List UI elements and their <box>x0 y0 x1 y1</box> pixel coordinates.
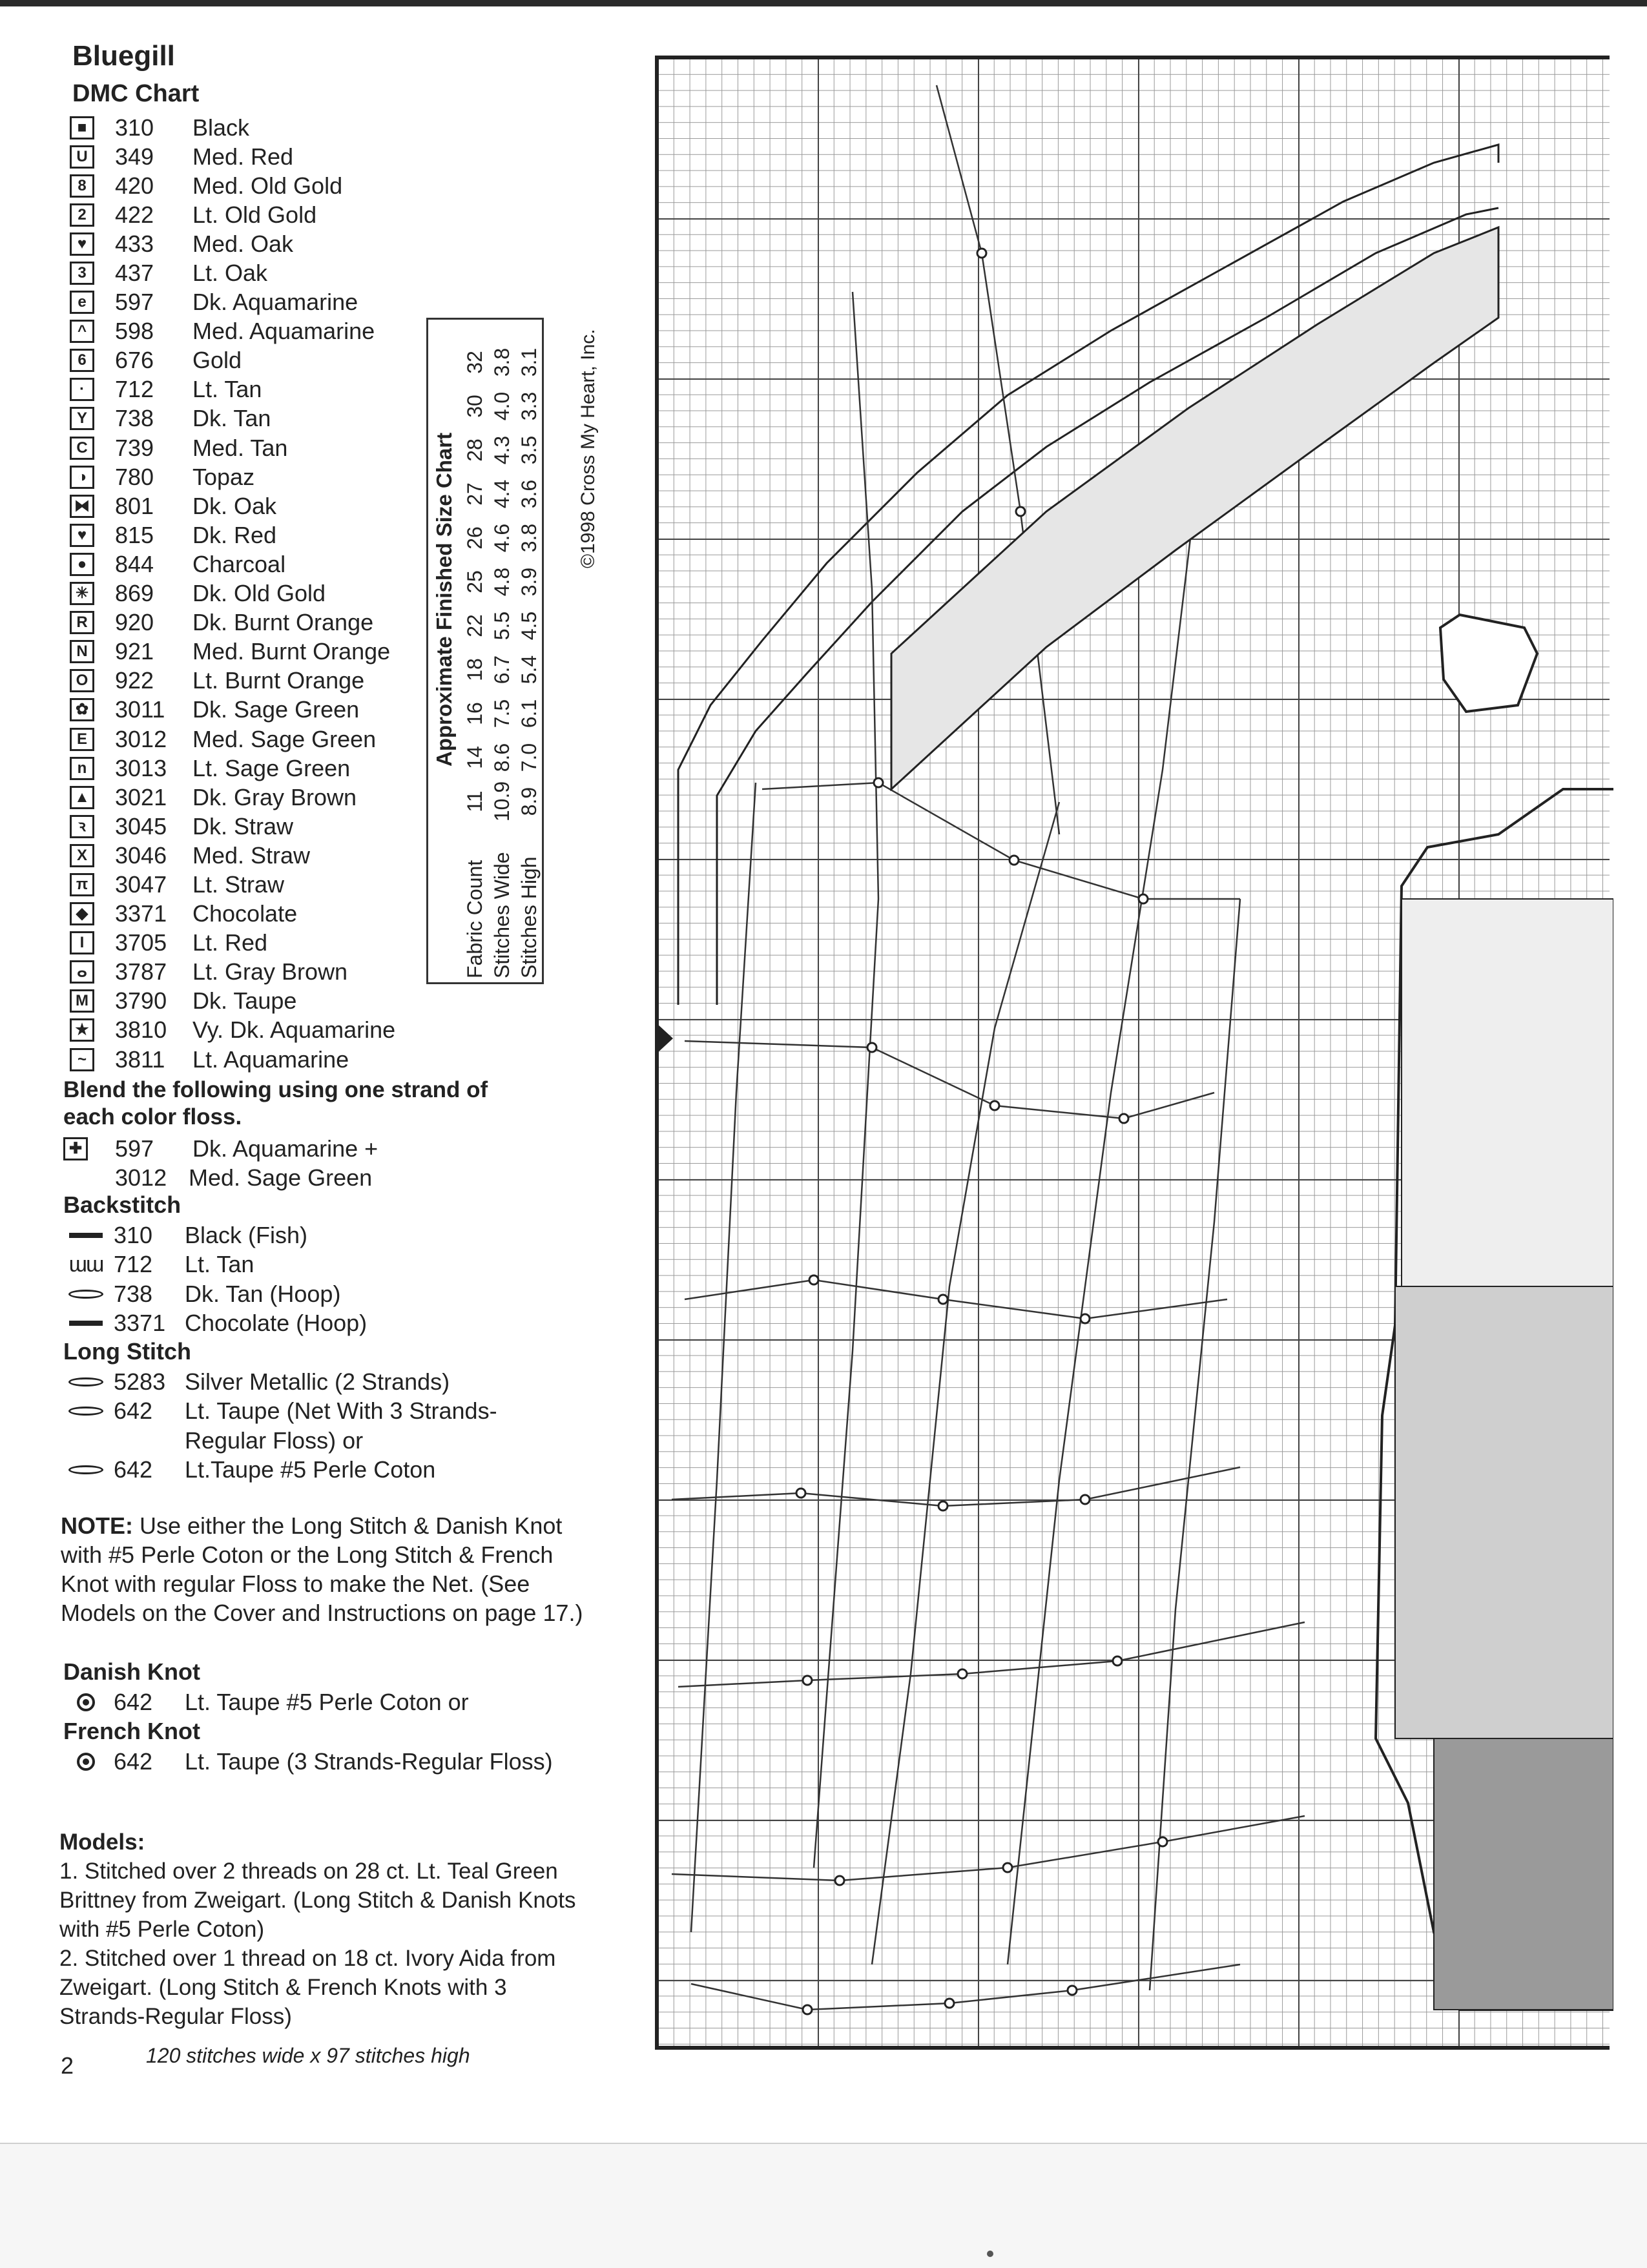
legend-row <box>70 433 431 462</box>
floss-number: 433 <box>115 230 154 257</box>
legend-row <box>70 696 431 725</box>
floss-number: 676 <box>115 347 154 374</box>
floss-color-name: Dk. Oak <box>192 492 277 519</box>
legend-symbol-icon: ^ <box>70 320 94 343</box>
blend-name: Med. Sage Green <box>189 1164 373 1191</box>
french-knot-row <box>63 1747 553 1777</box>
note-block <box>61 1511 584 1627</box>
size-chart-cell: 4.3 <box>490 435 513 465</box>
legend-row <box>70 142 431 171</box>
legend-symbol-icon: N <box>70 640 94 663</box>
size-chart-cell: 4.0 <box>490 391 513 421</box>
legend-symbol-icon: 8 <box>70 174 94 198</box>
blend-row <box>63 1163 378 1192</box>
size-chart-row <box>489 340 515 986</box>
floss-number: 869 <box>115 580 154 607</box>
floss-color-name: Black <box>192 114 250 141</box>
danish-knot-row <box>63 1687 469 1717</box>
legend-symbol-icon: ⧓ <box>70 495 94 518</box>
long-stitch-list <box>63 1367 497 1485</box>
oval-stitch-icon <box>63 1407 109 1416</box>
floss-color-name: Lt. Aquamarine <box>192 1046 349 1073</box>
size-chart-cell: 26 <box>462 526 486 550</box>
legend-row <box>70 229 431 258</box>
size-chart-cell: 22 <box>462 614 486 637</box>
size-chart-cell: 18 <box>462 658 486 681</box>
backstitch-row <box>63 1309 367 1339</box>
legend-row <box>70 317 431 346</box>
legend-row <box>70 870 431 899</box>
page-title: Bluegill <box>72 40 175 72</box>
floss-number: 3811 <box>115 1046 165 1073</box>
legend-symbol-icon: ◑ <box>70 466 94 489</box>
fish-belly-symbols <box>1395 1286 1613 1738</box>
floss-color-name: Lt. Burnt Orange <box>192 667 365 694</box>
floss-color-name: Dk. Taupe <box>192 987 297 1015</box>
floss-number: 738 <box>114 1280 153 1307</box>
floss-color-name: Lt. Red <box>192 929 268 956</box>
floss-number: 437 <box>115 260 154 287</box>
legend-row <box>70 1016 431 1045</box>
legend-symbol-icon: ✿ <box>70 698 94 721</box>
backstitch-row <box>63 1279 367 1309</box>
floss-number: 920 <box>115 609 154 636</box>
floss-number: 3012 <box>115 725 167 752</box>
blend-list <box>63 1134 378 1192</box>
floss-color-name: Dk. Straw <box>192 812 294 840</box>
page-top-edge <box>0 0 1647 6</box>
oval-stitch-icon <box>63 1290 109 1299</box>
legend-symbol-icon: X <box>70 844 94 867</box>
oval-stitch-icon <box>63 1465 109 1474</box>
floss-number: 3790 <box>115 987 167 1015</box>
size-chart-cell: 4.8 <box>490 567 513 597</box>
floss-description: Silver Metallic (2 Strands) <box>185 1368 450 1395</box>
floss-color-name: Dk. Old Gold <box>192 580 326 607</box>
long-stitch-row <box>63 1367 497 1397</box>
floss-number: 3810 <box>115 1016 167 1044</box>
floss-number: 3045 <box>115 812 167 840</box>
legend-symbol-icon: ★ <box>70 1018 94 1042</box>
floss-color-name: Med. Sage Green <box>192 725 377 752</box>
long-stitch-row <box>63 1397 497 1427</box>
french-knot-number: 642 <box>114 1747 153 1775</box>
floss-color-name: Med. Straw <box>192 841 311 869</box>
legend-symbol-icon: ~ <box>70 1048 94 1071</box>
legend-row <box>70 550 431 579</box>
legend-row <box>70 812 431 841</box>
size-chart-cell: 7.0 <box>517 743 541 772</box>
long-stitch-row <box>63 1456 497 1485</box>
legend-row <box>70 725 431 754</box>
model-item: 1. Stitched over 2 threads on 28 ct. Lt. Teal Green Brittney from Zweigart. (Long Stitch & Danish Knots with #5 Perle Coton) <box>59 1859 576 1942</box>
floss-description: Black (Fish) <box>185 1221 308 1248</box>
floss-number: 3011 <box>115 696 165 723</box>
floss-number: 642 <box>114 1456 153 1483</box>
size-chart-cell: 3.8 <box>517 523 541 553</box>
legend-symbol-icon: ✳ <box>70 582 94 605</box>
legend-row <box>70 258 431 287</box>
long-stitch-heading: Long Stitch <box>63 1338 191 1365</box>
legend-symbol-icon: ● <box>70 553 94 576</box>
legend-symbol-icon: 3 <box>70 262 94 285</box>
floss-number: 780 <box>115 463 154 490</box>
size-chart-cell: 3.5 <box>517 435 541 465</box>
legend-symbol-icon: M <box>70 989 94 1013</box>
legend-row <box>70 171 431 200</box>
floss-number: 712 <box>114 1251 153 1278</box>
floss-color-name: Med. Tan <box>192 434 288 461</box>
size-chart-rotated <box>428 320 546 986</box>
dash-stitch-icon <box>63 1233 109 1238</box>
legend-row <box>70 987 431 1016</box>
floss-color-name: Lt. Old Gold <box>192 201 317 228</box>
size-chart-row <box>462 340 488 986</box>
size-chart-cell: 8.9 <box>517 787 541 816</box>
dimensions-caption: 120 stitches wide x 97 stitches high <box>146 2044 470 2067</box>
size-chart-cell: 10.9 <box>490 781 513 822</box>
floss-color-name: Dk. Gray Brown <box>192 783 357 810</box>
legend-row <box>70 375 431 404</box>
floss-description: Lt. Tan <box>185 1251 254 1278</box>
floss-color-name: Dk. Tan <box>192 405 271 432</box>
size-chart-cell: 11 <box>462 790 486 812</box>
fish-dark-symbols <box>1434 1738 1613 2010</box>
floss-color-name: Chocolate <box>192 900 298 927</box>
floss-number: 3047 <box>115 871 167 898</box>
blend-symbol-icon: ✚ <box>63 1137 88 1160</box>
note-text: Use either the Long Stitch & Danish Knot with #5 Perle Coton or the Long Stitch & French Knot with regular Floss to make the Net. (See Models on the Cover and Instructions on page 17.) <box>61 1512 583 1626</box>
legend-symbol-icon: ♥ <box>70 232 94 256</box>
floss-number: 642 <box>114 1397 153 1425</box>
models-block <box>59 1828 589 2031</box>
floss-description: Chocolate (Hoop) <box>185 1310 368 1337</box>
floss-number: 3705 <box>115 929 167 956</box>
floss-color-name: Topaz <box>192 463 255 490</box>
size-chart-cell: 3.9 <box>517 567 541 597</box>
legend-symbol-icon: · <box>70 378 94 401</box>
legend-symbol-icon: ■ <box>70 116 94 139</box>
legend-row <box>70 900 431 929</box>
floss-number: 420 <box>115 172 154 199</box>
legend-row <box>70 1045 431 1074</box>
oval-stitch-icon <box>63 1377 109 1387</box>
floss-color-name: Med. Oak <box>192 230 294 257</box>
size-chart-cell: 3.1 <box>517 347 541 377</box>
floss-number: 815 <box>115 521 154 548</box>
note-label: NOTE: <box>61 1512 133 1539</box>
size-chart-cell: 14 <box>462 746 486 769</box>
floss-number: 597 <box>115 289 154 316</box>
size-chart-cell: 6.1 <box>517 699 541 728</box>
floss-color-name: Dk. Red <box>192 521 277 548</box>
page-number: 2 <box>61 2052 74 2079</box>
legend-row <box>70 288 431 317</box>
legend-symbol-icon: e <box>70 291 94 314</box>
net-lines <box>672 85 1305 2010</box>
size-chart-cell: 4.6 <box>490 523 513 553</box>
backstitch-row <box>63 1221 367 1250</box>
center-arrow-icon <box>656 1023 673 1054</box>
floss-description: Lt.Taupe #5 Perle Coton <box>185 1456 436 1483</box>
color-legend <box>70 113 431 1074</box>
size-chart-cell: 16 <box>462 702 486 725</box>
legend-row <box>70 491 431 521</box>
backstitch-list <box>63 1221 367 1338</box>
floss-number: 921 <box>115 638 154 665</box>
floss-number: 922 <box>115 667 154 694</box>
wave-stitch-icon: ɯɯ <box>68 1252 103 1277</box>
size-chart-cell: 4.4 <box>490 479 513 509</box>
scan-speck <box>987 2251 993 2257</box>
floss-color-name: Dk. Sage Green <box>192 696 360 723</box>
floss-description: Regular Floss) or <box>185 1427 364 1454</box>
floss-color-name: Vy. Dk. Aquamarine <box>192 1016 396 1044</box>
legend-symbol-icon: ◆ <box>70 902 94 925</box>
size-chart-cell: 3.8 <box>490 347 513 377</box>
floss-color-name: Med. Aquamarine <box>192 318 375 345</box>
long-stitch-row <box>63 1426 497 1456</box>
floss-number: 3787 <box>115 958 167 985</box>
size-chart-row-label: Fabric Count <box>462 860 486 978</box>
knot-row <box>63 1747 553 1777</box>
floss-number: 310 <box>114 1221 153 1248</box>
blend-number: 597 <box>115 1135 154 1162</box>
legend-symbol-icon: ⴰ <box>70 960 94 984</box>
model-item: 2. Stitched over 1 thread on 18 ct. Ivory Aida from Zweigart. (Long Stitch & French Knots with 3 Strands-Regular Floss) <box>59 1946 556 2029</box>
legend-row <box>70 521 431 550</box>
floss-description: Dk. Tan (Hoop) <box>185 1280 341 1307</box>
floss-color-name: Lt. Straw <box>192 871 285 898</box>
legend-row <box>70 841 431 870</box>
dash-stitch-icon <box>63 1321 109 1326</box>
legend-symbol-icon: ▲ <box>70 786 94 809</box>
size-chart-cell: 6.7 <box>490 655 513 685</box>
legend-row <box>70 666 431 696</box>
legend-symbol-icon: n <box>70 757 94 780</box>
danish-knot-number: 642 <box>114 1688 153 1715</box>
floss-color-name: Dk. Burnt Orange <box>192 609 374 636</box>
legend-symbol-icon: R <box>70 611 94 634</box>
legend-symbol-icon: ꝛ <box>70 815 94 838</box>
size-chart-cell: 4.5 <box>517 611 541 641</box>
legend-row <box>70 608 431 637</box>
floss-description: Lt. Taupe (Net With 3 Strands- <box>185 1397 497 1425</box>
floss-color-name: Med. Burnt Orange <box>192 638 391 665</box>
backstitch-heading: Backstitch <box>63 1191 181 1218</box>
size-chart-cell: 25 <box>462 570 486 593</box>
floss-color-name: Med. Old Gold <box>192 172 343 199</box>
fish-body-symbols <box>1402 899 1613 1286</box>
legend-row <box>70 579 431 608</box>
floss-number: 3371 <box>115 900 167 927</box>
copyright: ©1998 Cross My Heart, Inc. <box>577 329 599 568</box>
legend-row <box>70 637 431 666</box>
legend-symbol-icon: O <box>70 669 94 692</box>
floss-number: 801 <box>115 492 154 519</box>
legend-symbol-icon: E <box>70 728 94 751</box>
legend-row <box>70 200 431 229</box>
floss-number: 712 <box>115 376 154 403</box>
legend-symbol-icon: I <box>70 931 94 954</box>
floss-color-name: Med. Red <box>192 143 294 170</box>
legend-row <box>70 404 431 433</box>
floss-number: 739 <box>115 434 154 461</box>
size-chart-row <box>516 340 542 986</box>
legend-symbol-icon: C <box>70 437 94 460</box>
size-chart-cell: 27 <box>462 482 486 506</box>
legend-row <box>70 113 431 142</box>
blend-name: Dk. Aquamarine + <box>192 1135 378 1162</box>
floss-number: 3013 <box>115 754 167 781</box>
floss-number: 5283 <box>114 1368 166 1395</box>
french-knot-icon <box>63 1753 109 1771</box>
danish-knot-heading: Danish Knot <box>63 1658 200 1685</box>
knot-row <box>63 1687 469 1717</box>
floss-number: 3021 <box>115 783 167 810</box>
size-chart-row-label: Stitches High <box>517 856 541 978</box>
legend-row <box>70 929 431 958</box>
backstitch-row <box>63 1250 367 1280</box>
legend-row <box>70 783 431 812</box>
floss-number: 598 <box>115 318 154 345</box>
blend-row <box>63 1134 378 1163</box>
pattern-chart <box>655 56 1610 2050</box>
legend-row <box>70 346 431 375</box>
chart-subtitle: DMC Chart <box>72 80 200 107</box>
floss-color-name: Lt. Sage Green <box>192 754 351 781</box>
legend-row <box>70 462 431 491</box>
legend-symbol-icon: Y <box>70 407 94 430</box>
floss-color-name: Gold <box>192 347 242 374</box>
floss-number: 3371 <box>114 1310 166 1337</box>
floss-color-name: Lt. Tan <box>192 376 262 403</box>
size-chart-cell: 28 <box>462 438 486 462</box>
page-bottom-margin <box>0 2143 1647 2268</box>
size-chart-cell: 30 <box>462 395 486 418</box>
blend-heading: Blend the following using one strand of each color floss. <box>63 1077 488 1129</box>
floss-color-name: Dk. Aquamarine <box>192 289 358 316</box>
legend-row <box>70 958 431 987</box>
floss-color-name: Charcoal <box>192 550 286 577</box>
size-chart-cell: 3.6 <box>517 479 541 509</box>
size-chart-cell: 32 <box>462 351 486 374</box>
french-knot-heading: French Knot <box>63 1718 200 1744</box>
pattern-artwork <box>659 59 1613 2054</box>
danish-knot-name: Lt. Taupe #5 Perle Coton or <box>185 1688 469 1715</box>
floss-number: 422 <box>115 201 154 228</box>
size-chart <box>426 318 544 984</box>
french-knot-name: Lt. Taupe (3 Strands-Regular Floss) <box>185 1747 553 1775</box>
legend-symbol-icon: U <box>70 145 94 169</box>
blend-number: 3012 <box>115 1164 167 1191</box>
floss-number: 3046 <box>115 841 167 869</box>
legend-symbol-icon: 2 <box>70 203 94 227</box>
floss-number: 310 <box>115 114 154 141</box>
legend-symbol-icon: 6 <box>70 349 94 372</box>
hoop-band-symbols <box>891 227 1498 789</box>
floss-number: 844 <box>115 550 154 577</box>
floss-color-name: Lt. Gray Brown <box>192 958 348 985</box>
danish-knot-icon <box>63 1693 109 1711</box>
size-chart-cell: 5.4 <box>517 655 541 685</box>
floss-number: 349 <box>115 143 154 170</box>
size-chart-title: Approximate Finished Size Chart <box>432 432 456 767</box>
legend-row <box>70 754 431 783</box>
size-chart-cell: 8.6 <box>490 743 513 772</box>
size-chart-row-label: Stitches Wide <box>490 852 513 978</box>
size-chart-cell: 3.3 <box>517 391 541 421</box>
legend-symbol-icon: ♥ <box>70 524 94 547</box>
models-heading: Models: <box>59 1830 145 1855</box>
size-chart-cell: 7.5 <box>490 699 513 728</box>
floss-color-name: Lt. Oak <box>192 260 268 287</box>
legend-symbol-icon: π <box>70 873 94 896</box>
size-chart-cell: 5.5 <box>490 611 513 641</box>
floss-number: 738 <box>115 405 154 432</box>
